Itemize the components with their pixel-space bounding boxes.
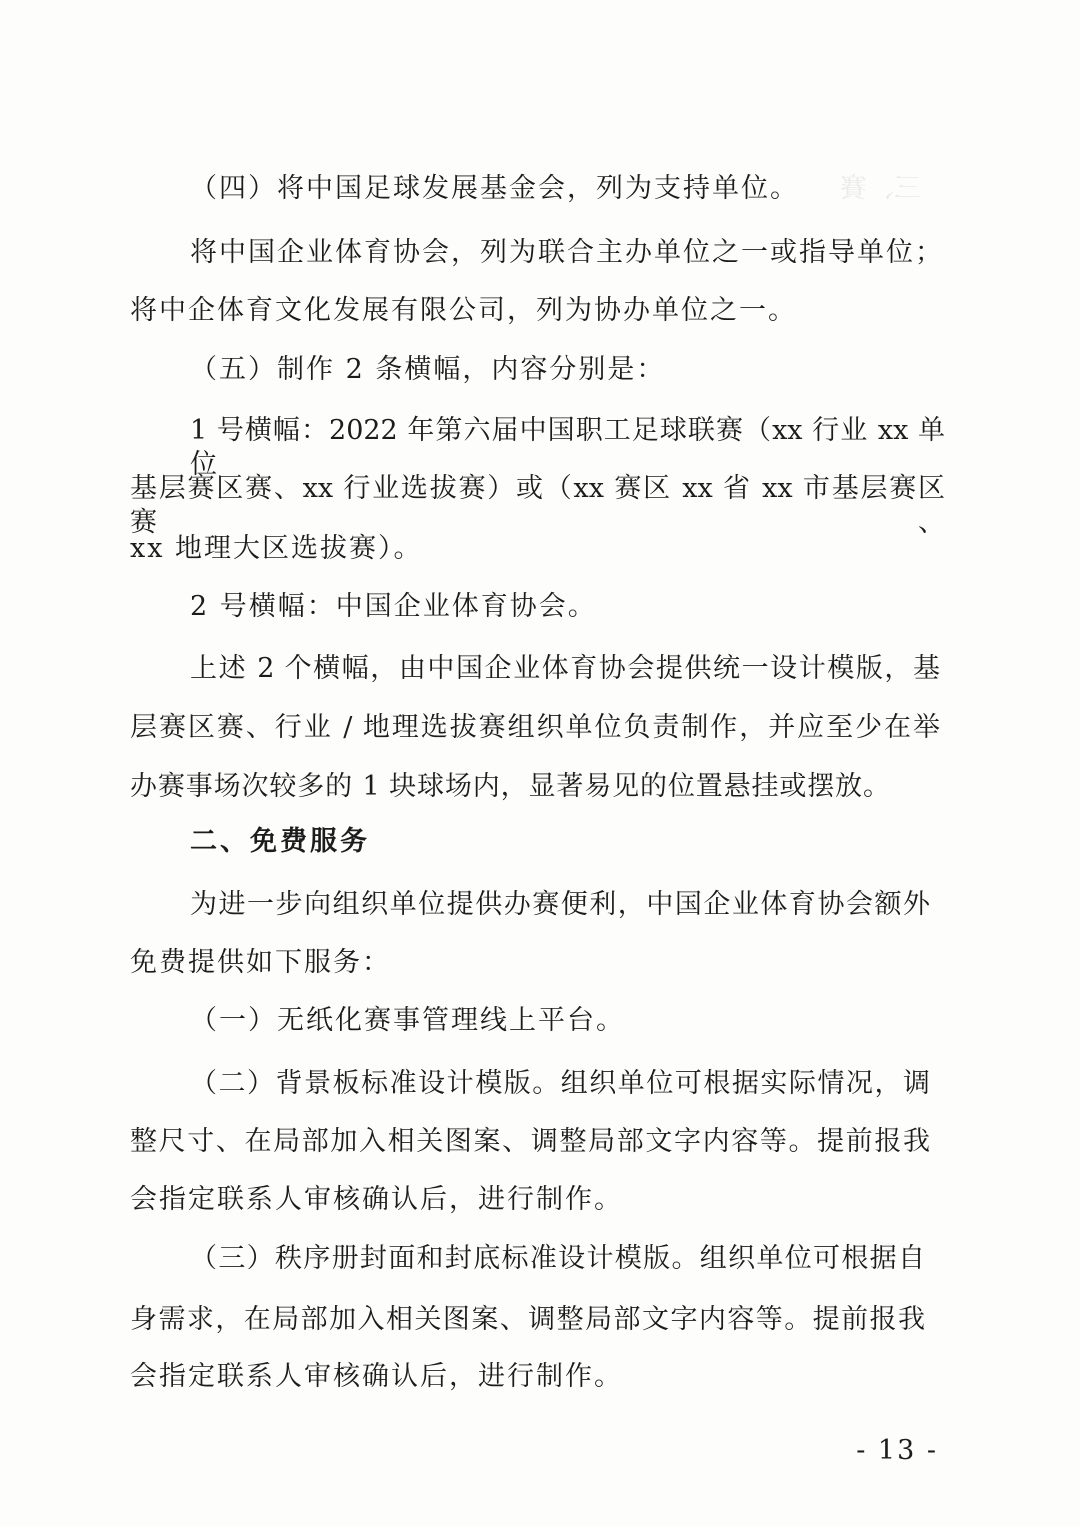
paragraph-line-service-3: （三）秩序册封面和封底标准设计模版。组织单位可根据自: [190, 1243, 925, 1274]
paragraph-line-banner-1-end: xx 地理大区选拔赛）。: [130, 533, 423, 564]
paragraph-line-services-intro: 为进一步向组织单位提供办赛便利，中国企业体育协会额外: [190, 889, 930, 920]
paragraph-line-service-2-end: 会指定联系人审核确认后，进行制作。: [130, 1184, 623, 1215]
paragraph-line-service-3-end: 会指定联系人审核确认后，进行制作。: [130, 1361, 623, 1392]
paragraph-line-banner-template: 上述 2 个横幅，由中国企业体育协会提供统一设计模版，基: [190, 653, 940, 684]
paragraph-line-service-2-cont: 整尺寸、在局部加入相关图案、调整局部文字内容等。提前报我: [130, 1126, 930, 1157]
paragraph-line-service-1: （一）无纸化赛事管理线上平台。: [190, 1005, 625, 1036]
paragraph-line-host-unit: 将中国企业体育协会，列为联合主办单位之一或指导单位；: [190, 237, 944, 268]
paragraph-line-banner-production: 层赛区赛、行业 / 地理选拔赛组织单位负责制作，并应至少在举: [130, 712, 940, 743]
page-number: - 13 -: [856, 1435, 938, 1466]
paragraph-line-banner-2: 2 号横幅：中国企业体育协会。: [190, 591, 597, 622]
paragraph-line-support-unit: （四）将中国足球发展基金会，列为支持单位。: [190, 173, 799, 204]
paragraph-line-service-2: （二）背景板标准设计模版。组织单位可根据实际情况，调: [190, 1068, 930, 1099]
paragraph-line-banner-1: 1 号横幅：2022 年第六届中国职工足球联赛（xx 行业 xx 单位: [190, 415, 945, 480]
section-heading-free-services: 二、免费服务: [190, 826, 370, 857]
bleed-through-text: 三、賽: [840, 173, 921, 204]
paragraph-line-co-organizer: 将中企体育文化发展有限公司，列为协办单位之一。: [130, 295, 797, 326]
paragraph-line-service-3-cont: 身需求，在局部加入相关图案、调整局部文字内容等。提前报我: [130, 1304, 925, 1335]
paragraph-line-banner-1-cont: 基层赛区赛、xx 行业选拔赛）或（xx 赛区 xx 省 xx 市基层赛区赛、: [130, 473, 945, 538]
paragraph-line-services-intro-cont: 免费提供如下服务：: [130, 947, 391, 978]
paragraph-line-banner-placement: 办赛事场次较多的 1 块球场内，显著易见的位置悬挂或摆放。: [130, 771, 890, 802]
paragraph-line-banners-intro: （五）制作 2 条横幅，内容分别是：: [190, 354, 666, 385]
